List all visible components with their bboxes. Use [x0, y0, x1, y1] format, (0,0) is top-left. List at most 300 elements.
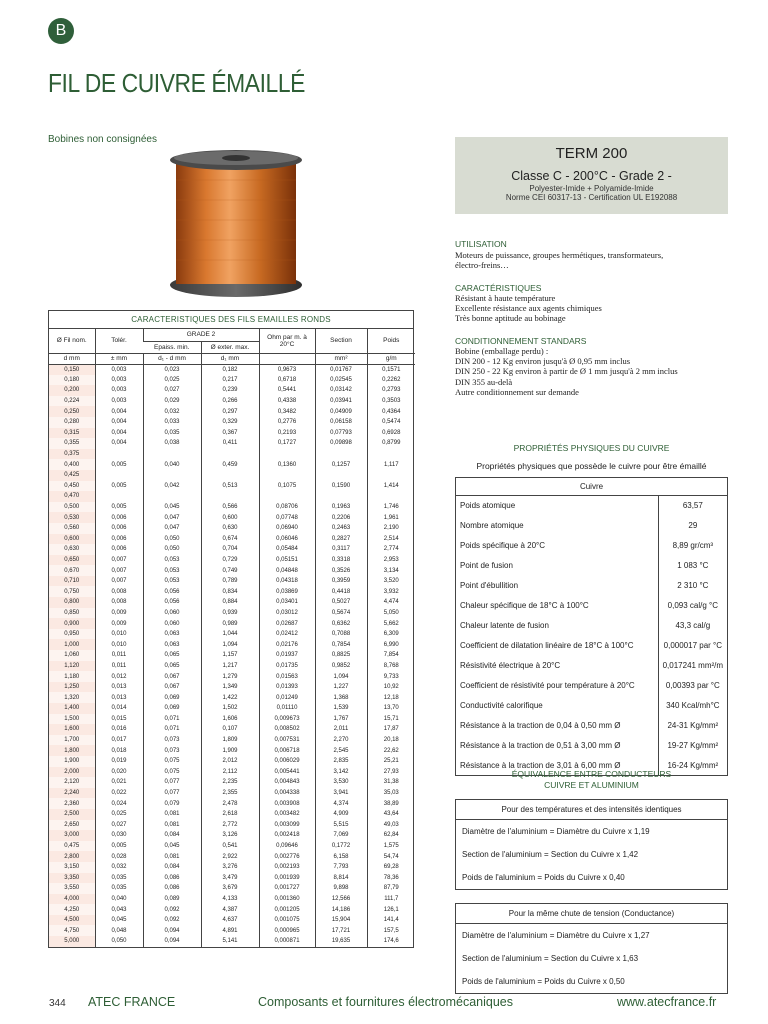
- table-cell: 0,02412: [259, 629, 315, 640]
- table-cell: 0,1590: [315, 481, 367, 492]
- table-cell: 2,000: [49, 767, 95, 778]
- table-cell: [259, 470, 315, 481]
- property-row: [456, 716, 728, 736]
- table-cell: 0,094: [143, 936, 201, 947]
- table-cell: 0,032: [95, 862, 143, 873]
- table-row: [49, 576, 415, 587]
- table-cell: 2,270: [315, 735, 367, 746]
- table-cell: [143, 491, 201, 502]
- table-cell: [315, 491, 367, 502]
- table-cell: 0,411: [201, 438, 259, 449]
- table-cell: 0,024: [95, 798, 143, 809]
- table-cell: 0,01735: [259, 661, 315, 672]
- table-cell: 1,000: [49, 639, 95, 650]
- table-cell: 0,1772: [315, 841, 367, 852]
- table-cell: 2,922: [201, 851, 259, 862]
- table-cell: 5,141: [201, 936, 259, 947]
- equivalence-line: Section de l'aluminium = Section du Cuivre x 1,42: [462, 850, 639, 859]
- table-cell: 0,092: [143, 904, 201, 915]
- table-cell: 0,01393: [259, 682, 315, 693]
- table-cell: [201, 491, 259, 502]
- table-cell: 4,891: [201, 925, 259, 936]
- packaging-line: Autre conditionnement sur demande: [455, 386, 579, 397]
- table-cell: 0,834: [201, 586, 259, 597]
- page-subtitle: Bobines non consignées: [48, 134, 157, 145]
- table-cell: 0,003: [95, 385, 143, 396]
- col-header-outer: Ø exter. max.: [201, 341, 259, 353]
- table-cell: 3,941: [315, 788, 367, 799]
- table-cell: 5,050: [367, 608, 415, 619]
- table-cell: 1,909: [201, 745, 259, 756]
- table-cell: 5,515: [315, 820, 367, 831]
- table-cell: 0,017: [95, 735, 143, 746]
- table-cell: 4,133: [201, 894, 259, 905]
- table-cell: 3,134: [367, 565, 415, 576]
- table-cell: 0,6362: [315, 618, 367, 629]
- table-cell: 25,21: [367, 756, 415, 767]
- property-row: [456, 596, 728, 616]
- table-cell: 0,002776: [259, 851, 315, 862]
- equivalence-line: Section de l'aluminium = Section du Cuivre x 1,63: [462, 954, 639, 963]
- table-cell: 0,073: [143, 745, 201, 756]
- table-cell: 2,650: [49, 820, 95, 831]
- table-cell: 27,93: [367, 767, 415, 778]
- table-cell: 4,374: [315, 798, 367, 809]
- table-cell: 0,650: [49, 555, 95, 566]
- table-cell: 0,1727: [259, 438, 315, 449]
- table-cell: 0,027: [95, 820, 143, 831]
- features-line: Résistant à haute température: [455, 293, 556, 303]
- table-cell: 0,001205: [259, 904, 315, 915]
- table-row: [49, 512, 415, 523]
- table-cell: 0,3959: [315, 576, 367, 587]
- table-cell: 2,011: [315, 724, 367, 735]
- table-row: [49, 671, 415, 682]
- table-cell: 0,04318: [259, 576, 315, 587]
- table-row: [49, 862, 415, 873]
- table-cell: 1,044: [201, 629, 259, 640]
- table-cell: 2,514: [367, 534, 415, 545]
- table-cell: 0,018: [95, 745, 143, 756]
- equivalence-title-line: CUIVRE ET ALUMINIUM: [544, 780, 639, 790]
- usage-text: [455, 250, 735, 270]
- property-value: 24-31 Kg/mm²: [667, 721, 719, 730]
- table-row: [49, 915, 415, 926]
- table-row: [49, 544, 415, 555]
- table-cell: [367, 449, 415, 460]
- table-cell: 0,007: [95, 555, 143, 566]
- packaging-title: CONDITIONNEMENT STANDARS: [455, 336, 587, 346]
- table-cell: 0,012: [95, 671, 143, 682]
- equivalence-box-heading: Pour des températures et des intensités identiques: [456, 800, 727, 820]
- col-header-ohm: Ohm par m. à 20°C: [259, 329, 315, 353]
- table-cell: 0,038: [143, 438, 201, 449]
- table-row: [49, 491, 415, 502]
- packaging-line: DIN 355 au-delà: [455, 376, 513, 387]
- table-cell: 3,276: [201, 862, 259, 873]
- table-cell: 0,250: [49, 406, 95, 417]
- table-cell: 0,450: [49, 481, 95, 492]
- table-cell: 6,990: [367, 639, 415, 650]
- table-cell: 0,056: [143, 586, 201, 597]
- table-cell: 0,789: [201, 576, 259, 587]
- table-cell: 0,013: [95, 682, 143, 693]
- property-row: [456, 736, 728, 756]
- table-cell: 4,387: [201, 904, 259, 915]
- table-cell: 0,900: [49, 618, 95, 629]
- table-cell: 0,073: [143, 735, 201, 746]
- table-cell: 0,075: [143, 767, 201, 778]
- property-row: [456, 556, 728, 576]
- table-cell: 0,884: [201, 597, 259, 608]
- table-cell: 0,002193: [259, 862, 315, 873]
- table-row: [49, 449, 415, 460]
- table-cell: 0,035: [95, 883, 143, 894]
- table-cell: 3,126: [201, 830, 259, 841]
- table-cell: 126,1: [367, 904, 415, 915]
- property-value: 63,57: [682, 501, 703, 511]
- table-cell: 1,117: [367, 459, 415, 470]
- table-cell: 0,077: [143, 777, 201, 788]
- table-cell: 0,028: [95, 851, 143, 862]
- product-norm: Norme CEI 60317-13 - Certification UL E192088: [505, 193, 678, 202]
- table-cell: 0,560: [49, 523, 95, 534]
- unit-section: mm²: [315, 353, 367, 364]
- table-cell: 0,09646: [259, 841, 315, 852]
- table-cell: 0,053: [143, 576, 201, 587]
- table-cell: 1,060: [49, 650, 95, 661]
- unit-diameter: d mm: [49, 353, 95, 364]
- table-cell: 4,000: [49, 894, 95, 905]
- usage-title: UTILISATION: [455, 239, 507, 249]
- table-cell: 0,011: [95, 650, 143, 661]
- table-cell: 0,016: [95, 724, 143, 735]
- property-value: 16-24 Kg/mm²: [667, 760, 719, 770]
- table-cell: [95, 470, 143, 481]
- table-cell: 0,040: [95, 894, 143, 905]
- table-cell: 0,004: [95, 417, 143, 428]
- table-cell: 0,084: [143, 830, 201, 841]
- property-row: [456, 536, 728, 556]
- table-cell: 1,227: [315, 682, 367, 693]
- table-cell: 0,2193: [259, 428, 315, 439]
- table-cell: 0,4418: [315, 586, 367, 597]
- table-row: [49, 894, 415, 905]
- table-cell: 1,094: [315, 671, 367, 682]
- table-cell: 0,047: [143, 523, 201, 534]
- product-composition: Polyester-Imide + Polyamide-Imide: [529, 184, 654, 193]
- physical-subtitle: Propriétés physiques que possède le cuivre pour être émaillé: [476, 461, 707, 471]
- table-cell: 0,6928: [367, 428, 415, 439]
- table-cell: 0,07748: [259, 512, 315, 523]
- property-row: [456, 696, 728, 716]
- table-cell: 17,721: [315, 925, 367, 936]
- col-header-tolerance: Tolér.: [95, 329, 143, 353]
- table-cell: 0,056: [143, 597, 201, 608]
- col-header-grade: GRADE 2: [143, 329, 259, 341]
- table-cell: 0,01937: [259, 650, 315, 661]
- table-cell: 0,02176: [259, 639, 315, 650]
- table-cell: 0,4338: [259, 396, 315, 407]
- table-cell: 1,767: [315, 714, 367, 725]
- table-cell: 4,500: [49, 915, 95, 926]
- table-row: [49, 406, 415, 417]
- table-row: [49, 767, 415, 778]
- table-cell: 4,637: [201, 915, 259, 926]
- table-cell: 54,74: [367, 851, 415, 862]
- packaging-line: DIN 200 - 12 Kg environ jusqu'à Ø 0,95 mm inclus: [455, 356, 631, 367]
- equivalence-box-heading: Pour la même chute de tension (Conductance): [456, 904, 727, 924]
- table-cell: 3,350: [49, 873, 95, 884]
- table-cell: 0,011: [95, 661, 143, 672]
- table-cell: 0,03012: [259, 608, 315, 619]
- table-row: [49, 841, 415, 852]
- table-cell: 87,79: [367, 883, 415, 894]
- table-cell: 0,107: [201, 724, 259, 735]
- equivalence-title-line: ÉQUIVALENCE ENTRE CONDUCTEURS: [511, 769, 672, 779]
- table-row: [49, 459, 415, 470]
- property-label: Résistance à la traction de 0,04 à 0,50 mm Ø: [456, 716, 659, 736]
- table-cell: 2,618: [201, 809, 259, 820]
- table-cell: 2,360: [49, 798, 95, 809]
- table-cell: 0,3117: [315, 544, 367, 555]
- table-cell: 2,240: [49, 788, 95, 799]
- table-cell: 0,050: [143, 544, 201, 555]
- table-cell: 0,2793: [367, 385, 415, 396]
- property-row: [456, 616, 728, 636]
- table-cell: 2,500: [49, 809, 95, 820]
- table-cell: 0,020: [95, 767, 143, 778]
- unit-tolerance: ± mm: [95, 353, 143, 364]
- table-cell: 0,02545: [315, 375, 367, 386]
- table-cell: 4,750: [49, 925, 95, 936]
- packaging-line: DIN 250 - 22 Kg environ à partir de Ø 1 mm jusqu'à 2 mm inclus: [455, 366, 678, 377]
- property-label: Point d'ébullition: [456, 576, 659, 596]
- table-cell: 0,067: [143, 682, 201, 693]
- table-cell: 0,009673: [259, 714, 315, 725]
- table-cell: 1,539: [315, 703, 367, 714]
- table-cell: 0,850: [49, 608, 95, 619]
- table-cell: 0,1963: [315, 502, 367, 513]
- col-header-section: Section: [315, 329, 367, 353]
- property-value: 340 Kcal/mh°C: [666, 701, 720, 710]
- table-row: [49, 650, 415, 661]
- table-cell: [143, 449, 201, 460]
- table-cell: [95, 491, 143, 502]
- table-cell: 0,050: [143, 534, 201, 545]
- table-cell: 0,023: [143, 364, 201, 375]
- table-cell: 1,606: [201, 714, 259, 725]
- table-cell: 1,320: [49, 692, 95, 703]
- table-cell: 0,03401: [259, 597, 315, 608]
- table-cell: 0,375: [49, 449, 95, 460]
- table-cell: 0,4364: [367, 406, 415, 417]
- wire-table-caption: CARACTERISTIQUES DES FILS EMAILLES RONDS: [49, 311, 413, 329]
- property-row: [456, 676, 728, 696]
- table-cell: 0,3482: [259, 406, 315, 417]
- table-row: [49, 851, 415, 862]
- table-row: [49, 873, 415, 884]
- packaging-line: Bobine (emballage perdu) :: [455, 346, 549, 356]
- table-cell: 0,008: [95, 597, 143, 608]
- table-cell: 0,470: [49, 491, 95, 502]
- table-cell: 0,081: [143, 809, 201, 820]
- table-row: [49, 809, 415, 820]
- table-cell: 0,053: [143, 555, 201, 566]
- property-label: Conductivité calorifique: [456, 696, 659, 716]
- table-cell: 0,004: [95, 428, 143, 439]
- table-cell: 0,004338: [259, 788, 315, 799]
- table-row: [49, 936, 415, 947]
- table-cell: 4,250: [49, 904, 95, 915]
- table-cell: 0,800: [49, 597, 95, 608]
- table-cell: 12,566: [315, 894, 367, 905]
- copper-spool-image: [168, 150, 304, 300]
- table-cell: 0,180: [49, 375, 95, 386]
- table-cell: 0,029: [143, 396, 201, 407]
- table-cell: 1,700: [49, 735, 95, 746]
- table-row: [49, 820, 415, 831]
- property-value: 0,093 cal/g °C: [667, 601, 718, 610]
- table-cell: 0,086: [143, 873, 201, 884]
- table-cell: 111,7: [367, 894, 415, 905]
- table-cell: 0,3318: [315, 555, 367, 566]
- table-cell: 0,001727: [259, 883, 315, 894]
- table-cell: 0,2463: [315, 523, 367, 534]
- property-row: [456, 496, 728, 516]
- unit-thickness: d₁ - d mm: [143, 353, 201, 364]
- table-cell: 0,5674: [315, 608, 367, 619]
- features-text: [455, 293, 735, 324]
- table-cell: 0,266: [201, 396, 259, 407]
- col-header-weight: Poids: [367, 329, 415, 353]
- property-label: Poids atomique: [456, 496, 659, 516]
- unit-weight: g/m: [367, 353, 415, 364]
- table-cell: [367, 470, 415, 481]
- table-cell: 0,06940: [259, 523, 315, 534]
- table-cell: 0,541: [201, 841, 259, 852]
- table-cell: 0,006: [95, 523, 143, 534]
- table-cell: 0,530: [49, 512, 95, 523]
- table-cell: 0,040: [143, 459, 201, 470]
- table-cell: 2,235: [201, 777, 259, 788]
- property-label: Résistance à la traction de 3,01 à 6,00 mm Ø: [456, 756, 659, 776]
- table-cell: 0,003099: [259, 820, 315, 831]
- table-cell: 31,38: [367, 777, 415, 788]
- table-cell: 1,217: [201, 661, 259, 672]
- table-cell: 0,063: [143, 629, 201, 640]
- col-header-diameter: Ø Fil nom.: [56, 337, 87, 345]
- table-cell: 0,2827: [315, 534, 367, 545]
- table-row: [49, 534, 415, 545]
- table-row: [49, 364, 415, 375]
- product-name: TERM 200: [555, 145, 628, 162]
- table-cell: 2,012: [201, 756, 259, 767]
- table-cell: 0,048: [95, 925, 143, 936]
- table-cell: 0,071: [143, 714, 201, 725]
- table-cell: 2,190: [367, 523, 415, 534]
- table-cell: 0,400: [49, 459, 95, 470]
- table-cell: 0,025: [95, 809, 143, 820]
- page-number: 344: [49, 998, 66, 1009]
- table-cell: 0,005441: [259, 767, 315, 778]
- table-cell: 78,36: [367, 873, 415, 884]
- table-cell: 0,749: [201, 565, 259, 576]
- table-cell: 1,349: [201, 682, 259, 693]
- table-cell: 0,1571: [367, 364, 415, 375]
- equivalence-line: Diamètre de l'aluminium = Diamètre du Cuivre x 1,27: [462, 931, 650, 940]
- table-cell: 0,005: [95, 841, 143, 852]
- table-cell: 49,03: [367, 820, 415, 831]
- table-cell: 0,01767: [315, 364, 367, 375]
- table-cell: 0,005: [95, 459, 143, 470]
- property-value: 19-27 Kg/mm²: [667, 741, 719, 750]
- table-cell: 0,013: [95, 692, 143, 703]
- table-cell: 1,368: [315, 692, 367, 703]
- table-cell: 0,022: [95, 788, 143, 799]
- table-cell: 0,014: [95, 703, 143, 714]
- table-cell: 3,679: [201, 883, 259, 894]
- section-badge: B: [48, 18, 74, 44]
- property-value: 0,000017 par °C: [663, 641, 723, 650]
- table-cell: 0,084: [143, 862, 201, 873]
- table-cell: 43,64: [367, 809, 415, 820]
- property-value: 8,89 gr/cm³: [672, 541, 714, 550]
- table-cell: 9,733: [367, 671, 415, 682]
- table-cell: 2,774: [367, 544, 415, 555]
- table-cell: 0,021: [95, 777, 143, 788]
- table-cell: 0,045: [143, 841, 201, 852]
- table-cell: 0,7088: [315, 629, 367, 640]
- footer-website: www.atecfrance.fr: [617, 995, 717, 1009]
- table-cell: 0,2776: [259, 417, 315, 428]
- usage-line: électro-freins…: [455, 260, 509, 271]
- table-row: [49, 586, 415, 597]
- table-row: [49, 714, 415, 725]
- table-cell: 5,000: [49, 936, 95, 947]
- table-row: [49, 555, 415, 566]
- table-row: [49, 788, 415, 799]
- table-cell: 0,089: [143, 894, 201, 905]
- table-cell: 20,18: [367, 735, 415, 746]
- physical-column-header: Cuivre: [456, 478, 728, 496]
- table-cell: 4,909: [315, 809, 367, 820]
- table-cell: 0,002418: [259, 830, 315, 841]
- table-cell: 0,8799: [367, 438, 415, 449]
- table-cell: 0,710: [49, 576, 95, 587]
- table-cell: 0,600: [201, 512, 259, 523]
- property-row: [456, 576, 728, 596]
- table-cell: 13,70: [367, 703, 415, 714]
- property-label: Poids spécifique à 20°C: [456, 536, 659, 556]
- table-cell: [259, 449, 315, 460]
- table-row: [49, 682, 415, 693]
- table-cell: 0,02687: [259, 618, 315, 629]
- table-cell: 0,003: [95, 375, 143, 386]
- equivalence-title: [455, 769, 728, 791]
- table-cell: 0,1360: [259, 459, 315, 470]
- table-cell: 0,200: [49, 385, 95, 396]
- unit-ohm: [259, 353, 315, 364]
- table-cell: 0,069: [143, 703, 201, 714]
- table-cell: 0,003908: [259, 798, 315, 809]
- table-cell: 0,086: [143, 883, 201, 894]
- table-cell: 0,1075: [259, 481, 315, 492]
- table-row: [49, 597, 415, 608]
- table-cell: 0,060: [143, 608, 201, 619]
- property-value: 43,3 cal/g: [675, 621, 711, 630]
- table-cell: 2,478: [201, 798, 259, 809]
